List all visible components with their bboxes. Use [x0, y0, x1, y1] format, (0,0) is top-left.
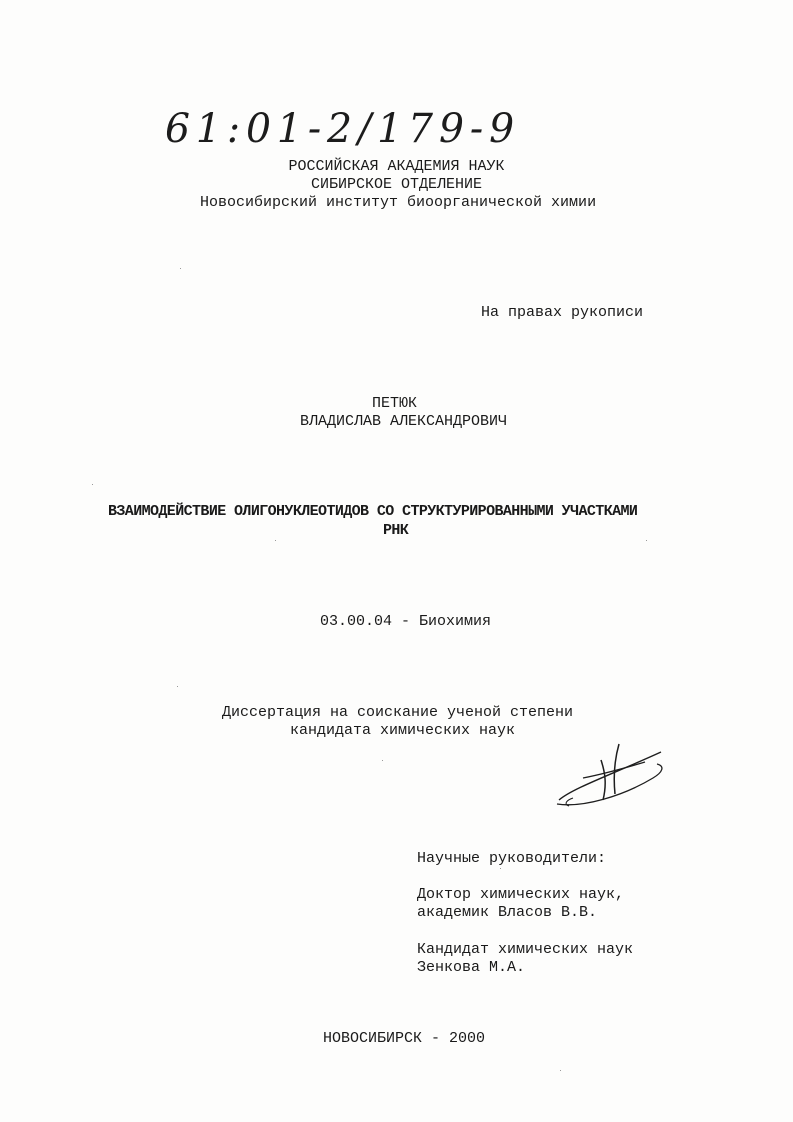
scan-speck [177, 686, 178, 687]
scan-speck [382, 760, 383, 761]
scan-speck [180, 268, 181, 269]
dissertation-title-line1: ВЗАИМОДЕЙСТВИЕ ОЛИГОНУКЛЕОТИДОВ СО СТРУКТУРИРОВАННЫМИ УЧАСТКАМИ [108, 503, 638, 520]
scan-speck [500, 868, 501, 869]
handwritten-archive-code [160, 100, 530, 160]
city-year: НОВОСИБИРСК - 2000 [323, 1030, 486, 1047]
signature [553, 738, 668, 813]
scan-speck [560, 1070, 561, 1071]
branch-name: СИБИРСКОЕ ОТДЕЛЕНИЕ [310, 176, 483, 193]
rights-note: На правах рукописи [481, 304, 644, 321]
supervisors-heading: Научные руководители: [417, 850, 607, 867]
scan-speck [646, 540, 647, 541]
degree-line2: кандидата химических наук [290, 722, 516, 739]
supervisor2-name: Зенкова М.А. [417, 959, 526, 976]
academy-name: РОССИЙСКАЯ АКАДЕМИЯ НАУК [288, 158, 505, 175]
author-surname: ПЕТЮК [372, 395, 418, 412]
dissertation-title-line2: РНК [383, 522, 409, 539]
author-full-name: ВЛАДИСЛАВ АЛЕКСАНДРОВИЧ [300, 413, 508, 430]
supervisor1-name: академик Власов В.В. [417, 904, 598, 921]
supervisor1-degree: Доктор химических наук, [417, 886, 625, 903]
scan-speck [92, 484, 93, 485]
archive-code-text: 61:01-2/179-9 [165, 106, 520, 152]
supervisor2-degree: Кандидат химических наук [417, 941, 634, 958]
institute-name: Новосибирский институт биоорганической химии [200, 194, 597, 211]
specialty-code: 03.00.04 - Биохимия [320, 613, 492, 630]
scan-speck [275, 540, 276, 541]
degree-line1: Диссертация на соискание ученой степени [222, 704, 574, 721]
